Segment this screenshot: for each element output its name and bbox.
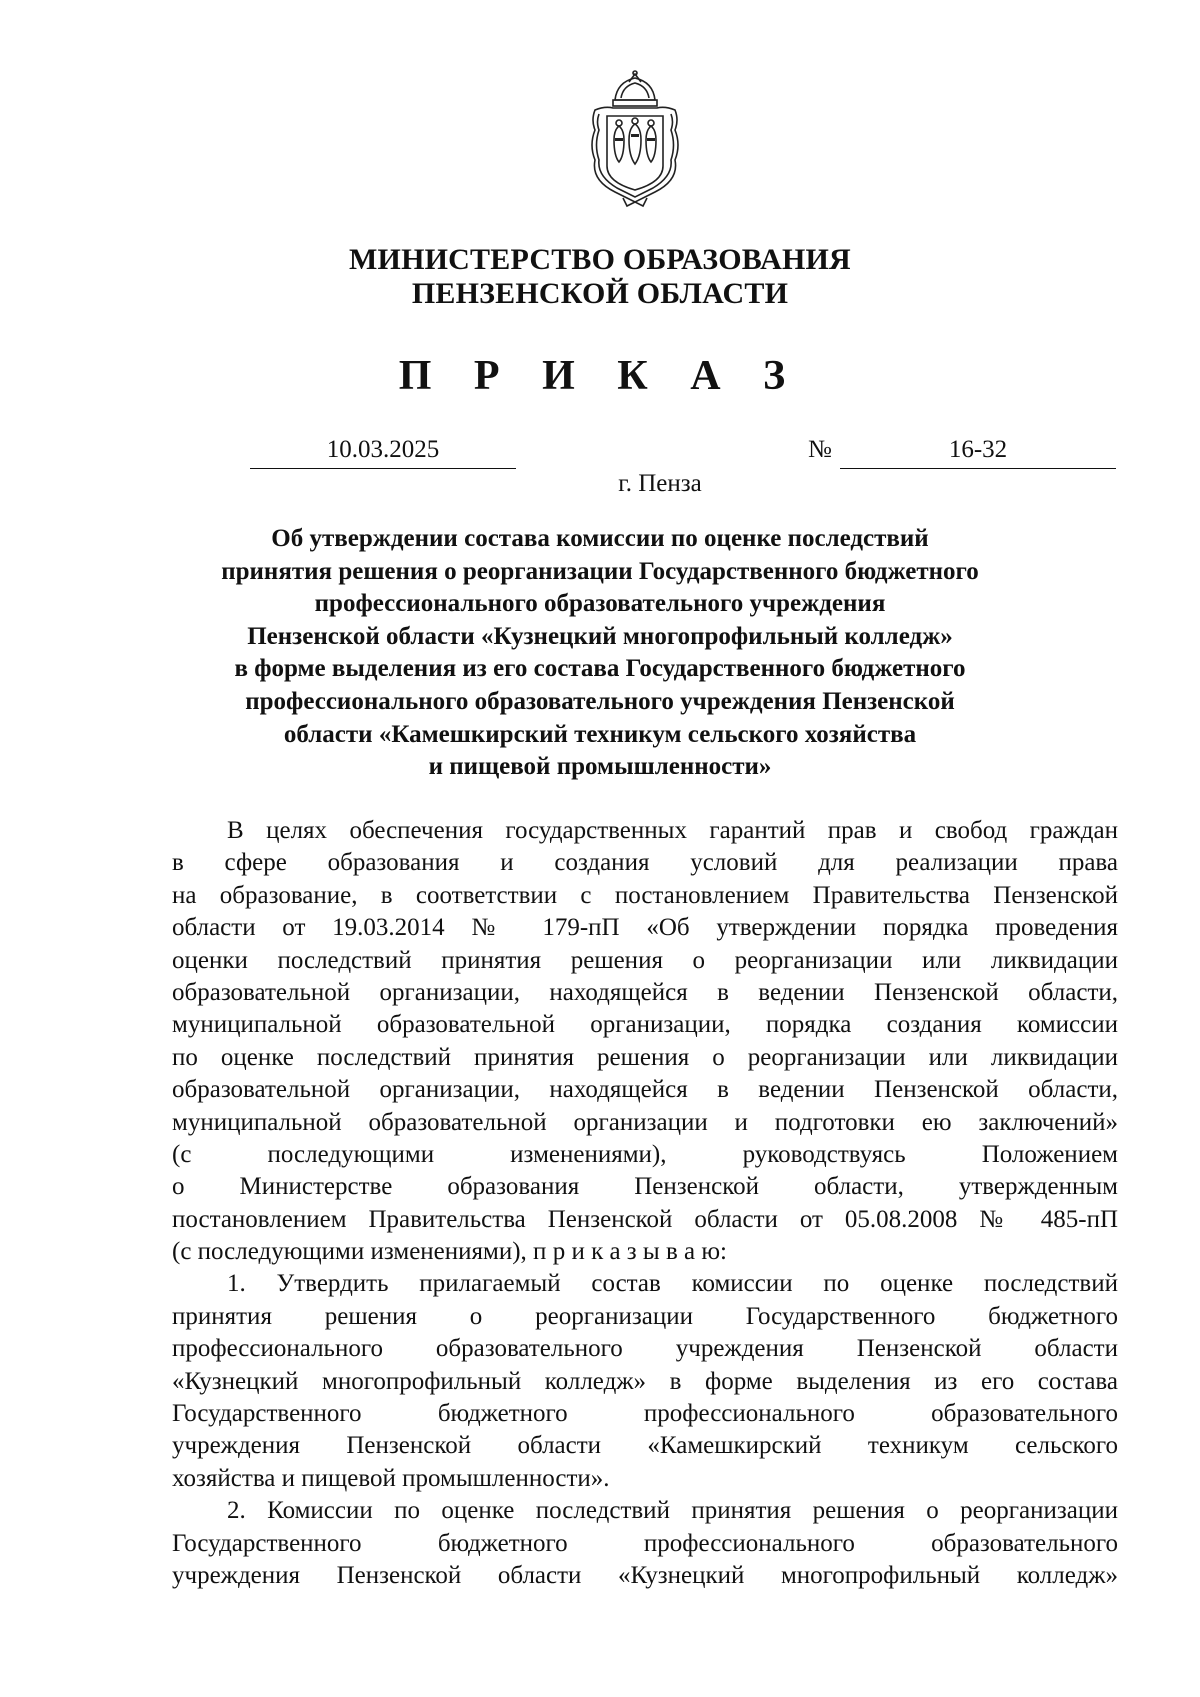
clause-1-line: профессионального образовательного учреждения Пензенской области bbox=[172, 1335, 1118, 1363]
order-date: 10.03.2025 bbox=[250, 434, 516, 469]
body-line: образовательной организации, находящейся в ведении Пензенской области, bbox=[172, 1076, 1118, 1104]
issue-city: г. Пенза bbox=[618, 470, 702, 497]
body-line: постановлением Правительства Пензенской области от 05.08.2008 № 485-пП bbox=[172, 1205, 1118, 1233]
document-type-title: П Р И К А З bbox=[398, 353, 802, 399]
ministry-name-line-1: МИНИСТЕРСТВО ОБРАЗОВАНИЯ bbox=[349, 243, 851, 276]
clause-1-line: хозяйства и пищевой промышленности». bbox=[172, 1464, 610, 1492]
clause-2-line: Государственного бюджетного профессионального образовательного bbox=[172, 1529, 1118, 1557]
subject-line: профессионального образовательного учреждения Пензенской bbox=[245, 687, 955, 715]
clause-1-line: «Кузнецкий многопрофильный колледж» в форме выделения из его состава bbox=[172, 1367, 1118, 1395]
ministry-name-line-2: ПЕНЗЕНСКОЙ ОБЛАСТИ bbox=[411, 277, 789, 310]
number-sign: № bbox=[808, 436, 832, 463]
order-number: 16-32 bbox=[840, 434, 1116, 469]
subject-line: профессионального образовательного учреждения bbox=[314, 590, 886, 618]
order-subject bbox=[150, 523, 1050, 784]
body-line: муниципальной образовательной организации и подготовки ею заключений» bbox=[172, 1108, 1118, 1136]
coat-of-arms-emblem bbox=[585, 70, 685, 210]
order-body-text bbox=[172, 815, 1118, 1592]
subject-line: принятия решения о реорганизации Государственного бюджетного bbox=[221, 557, 979, 585]
body-line: оценки последствий принятия решения о реорганизации или ликвидации bbox=[172, 946, 1118, 974]
subject-line: Об утверждении состава комиссии по оценке последствий bbox=[271, 525, 929, 552]
subject-line: области «Камешкирский техникум сельского хозяйства bbox=[283, 720, 917, 748]
body-line: муниципальной образовательной организации, порядка создания комиссии bbox=[172, 1011, 1118, 1039]
clause-1-line: учреждения Пензенской области «Камешкирский техникум сельского bbox=[172, 1432, 1118, 1460]
body-line: в сфере образования и создания условий для реализации права bbox=[172, 849, 1118, 877]
body-line: В целях обеспечения государственных гарантий прав и свобод граждан bbox=[227, 817, 1118, 844]
clause-1-line: 1. Утвердить прилагаемый состав комиссии по оценке последствий bbox=[227, 1270, 1118, 1298]
body-line: образовательной организации, находящейся в ведении Пензенской области, bbox=[172, 978, 1118, 1006]
body-line: (с последующими изменениями), руководствуясь Положением bbox=[172, 1140, 1118, 1168]
clause-2-line: 2. Комиссии по оценке последствий принятия решения о реорганизации bbox=[227, 1497, 1118, 1525]
clause-1-line: Государственного бюджетного профессионального образовательного bbox=[172, 1400, 1118, 1428]
body-line: на образование, в соответствии с постановлением Правительства Пензенской bbox=[172, 881, 1118, 909]
subject-line: и пищевой промышленности» bbox=[428, 753, 772, 781]
body-line: (с последующими изменениями), п р и к а з ы в а ю: bbox=[172, 1238, 728, 1266]
subject-line: в форме выделения из его состава Государственного бюджетного bbox=[234, 655, 966, 683]
subject-line: Пензенской области «Кузнецкий многопрофильный колледж» bbox=[247, 622, 953, 650]
clause-2-line: учреждения Пензенской области «Кузнецкий многопрофильный колледж» bbox=[172, 1561, 1118, 1589]
body-line: по оценке последствий принятия решения о реорганизации или ликвидации bbox=[172, 1043, 1118, 1071]
body-line: о Министерстве образования Пензенской области, утвержденным bbox=[172, 1173, 1118, 1201]
clause-1-line: принятия решения о реорганизации Государственного бюджетного bbox=[172, 1302, 1118, 1330]
body-line: области от 19.03.2014 № 179-пП «Об утверждении порядка проведения bbox=[172, 914, 1118, 942]
